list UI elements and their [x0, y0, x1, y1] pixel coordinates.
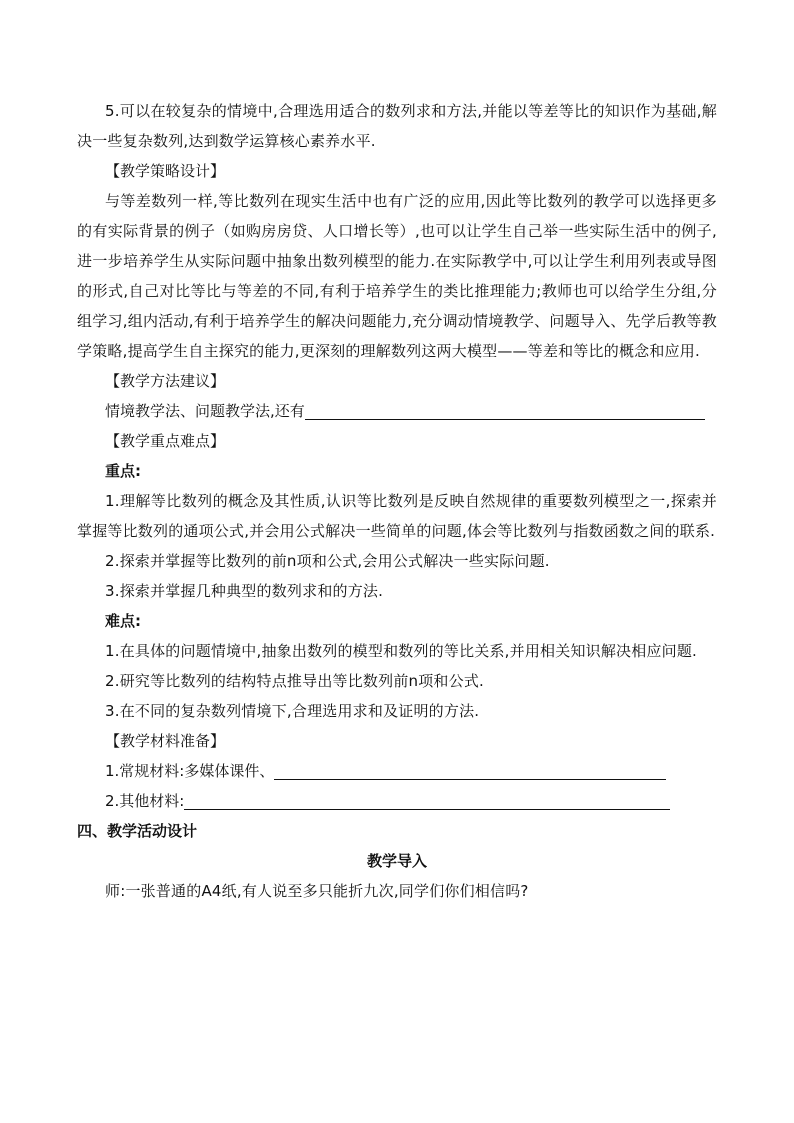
materials-item-2-blank-line — [184, 791, 670, 810]
focus-item-1: 1.理解等比数列的概念及其性质,认识等比数列是反映自然规律的重要数列模型之一,探索并掌握等比数列的通项公式,并会用公式解决一些简单的问题,体会等比数列与指数函数之间的联系. — [77, 492, 717, 540]
difficulty-label: 难点: — [105, 612, 141, 630]
method-blank-line — [305, 401, 705, 420]
materials-item-2 — [77, 786, 717, 816]
section-title: 四、教学活动设计 — [77, 822, 198, 840]
focus-item-3: 3.探索并掌握几种典型的数列求和的方法. — [105, 582, 384, 600]
method-heading: 【教学方法建议】 — [105, 372, 226, 390]
strategy-heading: 【教学策略设计】 — [105, 162, 226, 180]
difficulty-item-1: 1.在具体的问题情境中,抽象出数列的模型和数列的等比关系,并用相关知识解决相应问题. — [105, 642, 698, 660]
keypoints-heading: 【教学重点难点】 — [105, 432, 226, 450]
document-content — [77, 96, 717, 906]
materials-item-1 — [77, 756, 717, 786]
materials-item-1-blank-line — [274, 761, 666, 780]
teacher-dialogue: 师:一张普通的A4纸,有人说至多只能折九次,同学们你们相信吗? — [105, 882, 529, 900]
difficulty-item-2: 2.研究等比数列的结构特点推导出等比数列前n项和公式. — [105, 672, 484, 690]
materials-heading: 【教学材料准备】 — [105, 732, 226, 750]
difficulty-item-3: 3.在不同的复杂数列情境下,合理选用求和及证明的方法. — [105, 702, 480, 720]
focus-item-2: 2.探索并掌握等比数列的前n项和公式,会用公式解决一些实际问题. — [105, 552, 550, 570]
objective-item-5: 5.可以在较复杂的情境中,合理选用适合的数列求和方法,并能以等差等比的知识作为基础,解决一些复杂数列,达到数学运算核心素养水平. — [77, 102, 717, 150]
materials-item-1-text: 1.常规材料:多媒体课件、 — [105, 762, 275, 780]
method-line — [77, 396, 717, 426]
method-text: 情境教学法、问题教学法,还有 — [105, 402, 305, 420]
strategy-paragraph: 与等差数列一样,等比数列在现实生活中也有广泛的应用,因此等比数列的教学可以选择更多的有实际背景的例子（如购房房贷、人口增长等）,也可以让学生自己举一些实际生活中的例子,进一步培养学生从实际问题中抽象出数列模型的能力.在实际教学中,可以让学生利用列表或导图的形式,自己对比等比与等差的不同,有利于培养学生的类比推理能力;教师也可以给学生分组,分组学习,组内活动,有利于培养学生的解决问题能力,充分调动情境教学、问题导入、先学后教等教学策略,提高学生自主探究的能力,更深刻的理解数列这两大模型——等差和等比的概念和应用. — [77, 192, 717, 360]
materials-item-2-text: 2.其他材料: — [105, 792, 185, 810]
subsection-title: 教学导入 — [366, 852, 427, 870]
focus-label: 重点: — [105, 462, 141, 480]
